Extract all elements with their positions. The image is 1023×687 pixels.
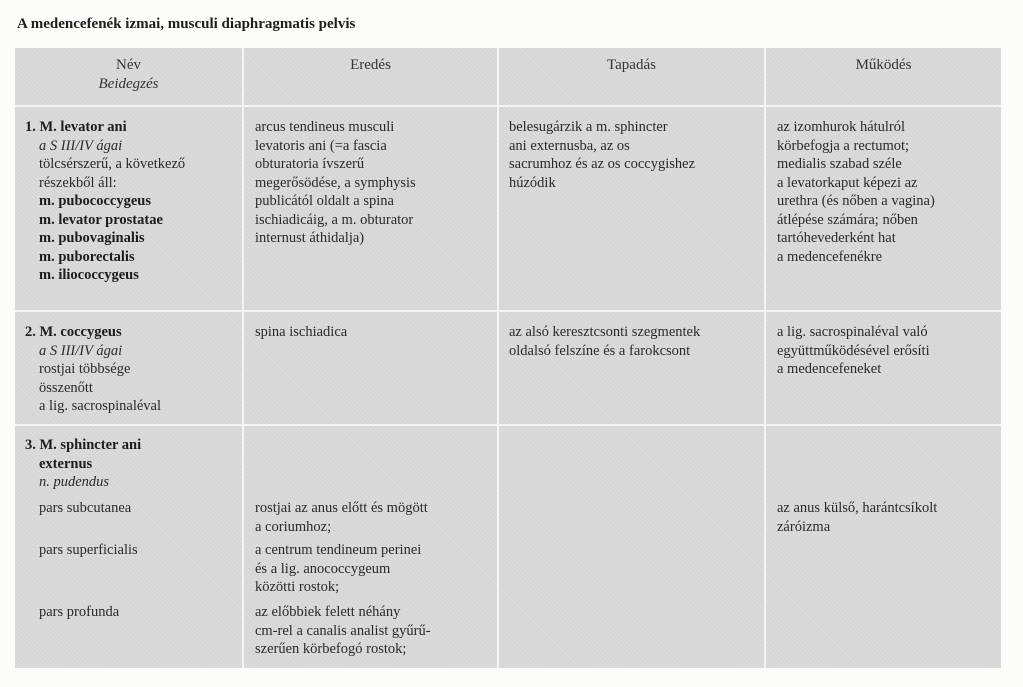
row3-origin-profunda <box>255 603 431 659</box>
row1-origin-line: levatoris ani (=a fascia <box>255 137 387 154</box>
row1-function-line: körbefogja a rectumot; <box>777 137 910 154</box>
row1-function-line: az izomhurok hátulról <box>777 119 906 135</box>
header-origin: Eredés <box>350 57 391 73</box>
header-innervation-label: Beidegzés <box>98 76 159 92</box>
row1-name-cell <box>25 118 185 285</box>
page-title: A medencefenék izmai, musculi diaphragmatis pelvis <box>17 16 356 32</box>
row-divider <box>15 424 1001 426</box>
row2-name-cell <box>25 323 161 416</box>
row1-origin-line: obturatoria ívszerű <box>255 156 365 172</box>
row1-function-line: a medencefenékre <box>777 248 883 265</box>
row1-function-cell <box>777 118 935 266</box>
row3-origin-line: a coriumhoz; <box>255 518 332 535</box>
row1-origin-line: publicától oldalt a spina <box>255 193 394 209</box>
row1-origin-line: arcus tendineus musculi <box>255 119 395 135</box>
row3-muscle-name: externus <box>39 455 93 472</box>
row2-name-line: rostjai többsége <box>39 361 131 377</box>
row2-name-line: a lig. sacrospinaléval <box>39 398 161 414</box>
row3-origin-line: szerűen körbefogó rostok; <box>255 641 407 657</box>
muscle-table <box>15 48 1001 668</box>
row1-origin-cell <box>255 118 416 248</box>
row-divider <box>15 105 1001 107</box>
row1-origin-line: ischiadicáig, a m. obturator <box>255 211 414 228</box>
row1-origin-line: internust áthidalja) <box>255 230 365 246</box>
row1-name-line: részekből áll: <box>39 174 117 191</box>
row1-insertion-cell <box>509 118 695 192</box>
row3-origin-subcutanea <box>255 499 428 536</box>
row1-function-line: a levatorkaput képezi az <box>777 174 918 191</box>
row3-function-line: az anus külső, harántcsíkolt <box>777 500 938 516</box>
row1-part: m. pubovaginalis <box>39 230 145 246</box>
row2-insertion-cell <box>509 323 700 360</box>
row3-origin-line: cm-rel a canalis analist gyűrű- <box>255 622 431 639</box>
row1-function-line: urethra (és nőben a vagina) <box>777 193 935 209</box>
row3-nerve: n. pudendus <box>39 474 110 490</box>
row1-part: m. puborectalis <box>39 248 135 265</box>
row2-function-cell <box>777 323 930 379</box>
row3-origin-line: rostjai az anus előtt és mögött <box>255 500 428 516</box>
row3-function-cell <box>777 499 937 536</box>
row3-muscle-name: 3. M. sphincter ani <box>25 437 142 453</box>
row2-origin-cell <box>255 323 347 342</box>
row1-insertion-line: ani externusba, az os <box>509 137 630 154</box>
row3-origin-line: és a lig. anococcygeum <box>255 560 391 577</box>
header-function: Működés <box>855 57 912 73</box>
row2-function-line: a lig. sacrospinaléval való <box>777 324 928 340</box>
row1-part: m. pubococcygeus <box>39 193 151 209</box>
row2-name-line: összenőtt <box>39 379 93 396</box>
column-divider <box>497 48 499 668</box>
row1-name-line: tölcsérszerű, a következő <box>39 156 186 172</box>
row1-muscle-name: 1. M. levator ani <box>25 119 127 135</box>
row2-insertion-line: az alsó keresztcsonti szegmentek <box>509 324 701 340</box>
row3-part-label: pars superficialis <box>39 542 138 558</box>
row3-origin-superficialis <box>255 541 421 597</box>
row2-function-line: a medencefeneket <box>777 361 882 377</box>
row3-origin-line: közötti rostok; <box>255 579 340 595</box>
row3-part-label: pars profunda <box>39 604 120 620</box>
row1-function-line: medialis szabad széle <box>777 156 902 172</box>
row1-insertion-line: sacrumhoz és az os coccygishez <box>509 156 696 172</box>
header-insertion: Tapadás <box>607 57 656 73</box>
row2-insertion-line: oldalsó felszíne és a farokcsont <box>509 342 691 359</box>
header-name-label: Név <box>116 57 141 73</box>
row1-function-line: tartóhevederként hat <box>777 230 896 246</box>
row1-insertion-line: belesugárzik a m. sphincter <box>509 119 668 135</box>
row2-origin-line: spina ischiadica <box>255 324 348 340</box>
row1-part: m. iliococcygeus <box>39 267 139 283</box>
row3-function-line: záróizma <box>777 518 831 535</box>
row1-nerve: a S III/IV ágai <box>39 137 123 154</box>
row1-insertion-line: húzódik <box>509 174 556 191</box>
row1-function-line: átlépése számára; nőben <box>777 211 918 228</box>
row3-origin-line: az előbbiek felett néhány <box>255 604 401 620</box>
row3-part-label: pars subcutanea <box>39 500 132 516</box>
row2-function-line: együttműködésével erősíti <box>777 342 930 359</box>
row3-origin-line: a centrum tendineum perinei <box>255 542 422 558</box>
row3-name-cell <box>25 436 141 492</box>
row1-origin-line: megerősödése, a symphysis <box>255 174 416 191</box>
column-divider <box>764 48 766 668</box>
row-divider <box>15 310 1001 312</box>
header-name <box>15 56 242 94</box>
row2-muscle-name: 2. M. coccygeus <box>25 324 122 340</box>
column-divider <box>242 48 244 668</box>
row2-nerve: a S III/IV ágai <box>39 342 123 359</box>
row1-part: m. levator prostatae <box>39 211 163 228</box>
